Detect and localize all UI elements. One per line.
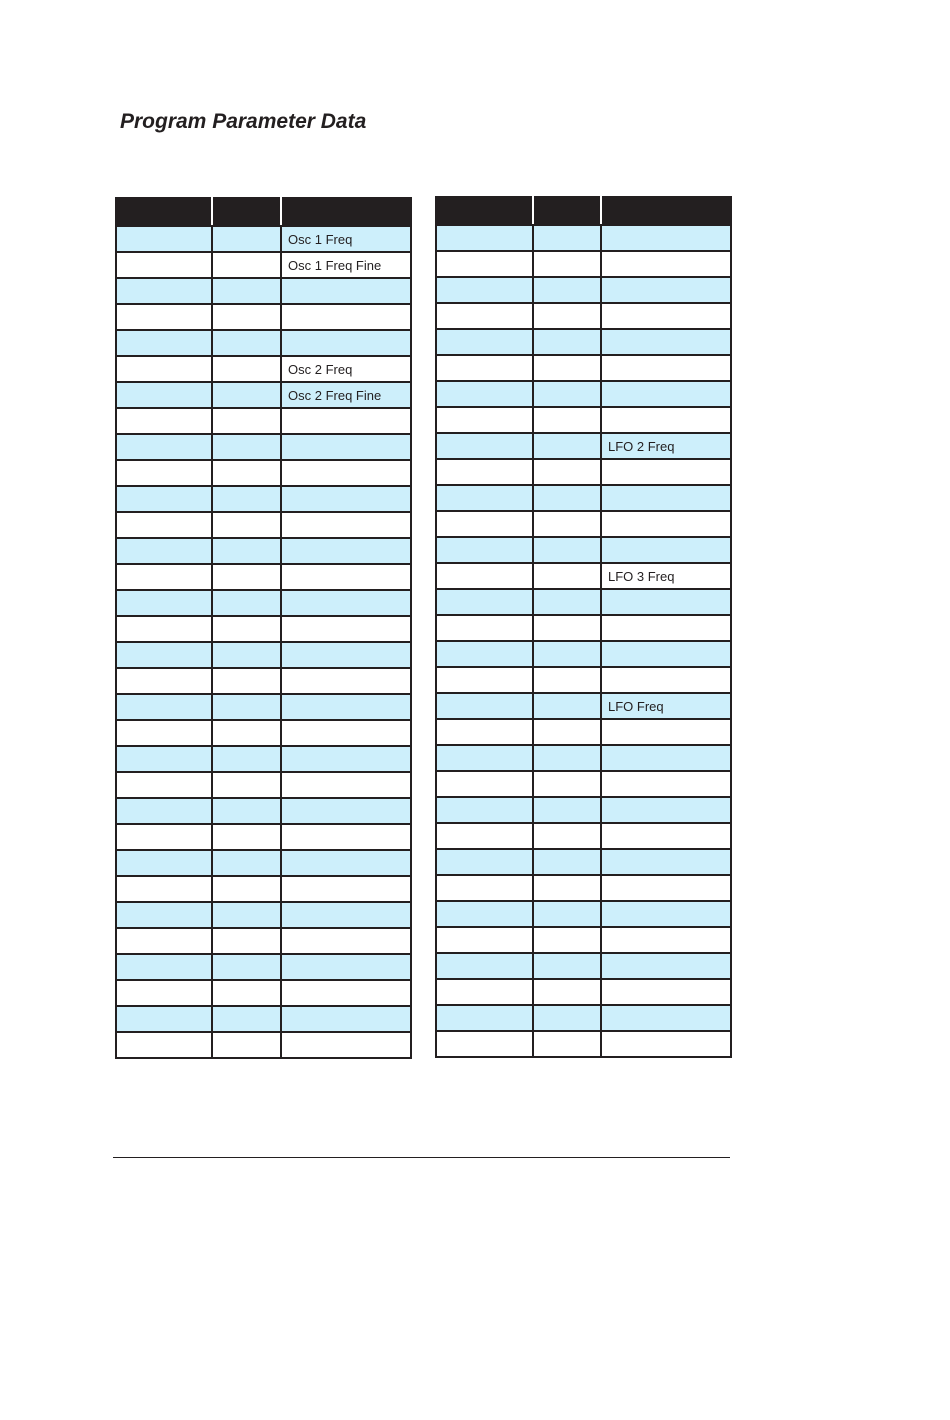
table-cell: [601, 251, 731, 277]
header-cell: [212, 198, 281, 226]
table-cell: [533, 875, 601, 901]
table-row: [436, 225, 731, 251]
table-row: [436, 563, 731, 589]
table-cell: [281, 642, 411, 668]
table-cell: [212, 304, 281, 330]
table-row: [436, 1005, 731, 1031]
table-cell: [116, 434, 212, 460]
table-row: [116, 226, 411, 252]
table-row: [116, 876, 411, 902]
table-row: [436, 745, 731, 771]
table-cell: [436, 615, 533, 641]
table-cell: [601, 979, 731, 1005]
table-row: [116, 252, 411, 278]
table-cell: [436, 719, 533, 745]
table-row: [436, 355, 731, 381]
table-cell: [212, 928, 281, 954]
header-cell: [116, 198, 212, 226]
table-cell: [533, 901, 601, 927]
table-cell: [281, 434, 411, 460]
table-cell: [281, 538, 411, 564]
table-cell: [533, 615, 601, 641]
table-cell: [116, 590, 212, 616]
table-cell: [116, 980, 212, 1006]
table-row: [116, 512, 411, 538]
table-cell: [436, 667, 533, 693]
table-cell: [601, 641, 731, 667]
table-cell: [601, 277, 731, 303]
table-cell: [116, 616, 212, 642]
table-cell: [436, 485, 533, 511]
table-cell: [281, 486, 411, 512]
table-cell: [116, 564, 212, 590]
table-row: [436, 823, 731, 849]
table-cell: [212, 772, 281, 798]
table-cell: [436, 251, 533, 277]
table-row: [116, 564, 411, 590]
table-cell: [436, 901, 533, 927]
table-cell: [533, 797, 601, 823]
table-header-row: [436, 197, 731, 225]
table-cell: [533, 563, 601, 589]
table-row: [436, 407, 731, 433]
table-cell: [533, 641, 601, 667]
table-cell: [212, 694, 281, 720]
footer-rule: [113, 1157, 730, 1158]
table-cell: [116, 512, 212, 538]
table-cell: [601, 745, 731, 771]
table-cell: [212, 278, 281, 304]
table-cell: [212, 460, 281, 486]
table-row: [436, 875, 731, 901]
table-cell: [212, 720, 281, 746]
header-cell: [533, 197, 601, 225]
table-cell: [436, 693, 533, 719]
table-cell: [533, 979, 601, 1005]
table-cell: [436, 407, 533, 433]
table-cell: [281, 980, 411, 1006]
table-cell: [601, 953, 731, 979]
table-cell: [281, 408, 411, 434]
table-cell: [116, 382, 212, 408]
table-cell: [212, 382, 281, 408]
table-cell: [116, 486, 212, 512]
table-row: [436, 927, 731, 953]
table-cell: [533, 355, 601, 381]
table-cell: [601, 303, 731, 329]
table-cell: Osc 1 Freq: [281, 226, 411, 252]
table-cell: [436, 329, 533, 355]
table-cell: [212, 902, 281, 928]
table-cell: Osc 2 Freq: [281, 356, 411, 382]
table-cell: [601, 875, 731, 901]
table-cell: [281, 564, 411, 590]
table-cell: [281, 1006, 411, 1032]
table-cell: [533, 667, 601, 693]
table-cell: [212, 538, 281, 564]
table-cell: [436, 277, 533, 303]
page-title: Program Parameter Data: [120, 110, 367, 133]
table-cell: [212, 1006, 281, 1032]
table-cell: [533, 485, 601, 511]
table-row: [436, 719, 731, 745]
table-row: [116, 980, 411, 1006]
table-row: [116, 616, 411, 642]
table-cell: [116, 824, 212, 850]
table-cell: [281, 590, 411, 616]
table-row: [116, 460, 411, 486]
table-cell: [601, 719, 731, 745]
table-cell: [212, 512, 281, 538]
table-cell: [601, 615, 731, 641]
table-cell: [116, 694, 212, 720]
table-cell: [533, 823, 601, 849]
table-row: [436, 459, 731, 485]
table-cell: [116, 408, 212, 434]
table-cell: [116, 460, 212, 486]
table-cell: [212, 434, 281, 460]
table-cell: [533, 927, 601, 953]
table-cell: [436, 641, 533, 667]
table-row: [116, 304, 411, 330]
table-row: [436, 511, 731, 537]
table-cell: [281, 512, 411, 538]
table-cell: [436, 303, 533, 329]
table-cell: [436, 511, 533, 537]
table-cell: [116, 226, 212, 252]
table-cell: [601, 589, 731, 615]
table-cell: [116, 720, 212, 746]
table-cell: [281, 902, 411, 928]
table-cell: [212, 668, 281, 694]
table-row: [116, 850, 411, 876]
table-cell: [601, 849, 731, 875]
table-cell: [533, 719, 601, 745]
table-cell: [533, 251, 601, 277]
table-cell: [116, 642, 212, 668]
table-cell: [533, 381, 601, 407]
table-row: [116, 486, 411, 512]
table-row: [436, 433, 731, 459]
table-cell: [533, 225, 601, 251]
table-row: [436, 537, 731, 563]
table-row: [116, 382, 411, 408]
table-cell: [436, 953, 533, 979]
table-cell: [281, 850, 411, 876]
table-cell: [212, 1032, 281, 1058]
table-cell: [212, 824, 281, 850]
table-cell: [212, 564, 281, 590]
table-row: [116, 824, 411, 850]
table-cell: [533, 1005, 601, 1031]
table-cell: [533, 459, 601, 485]
table-cell: [601, 771, 731, 797]
table-row: [436, 979, 731, 1005]
table-cell: [212, 590, 281, 616]
table-cell: [116, 954, 212, 980]
table-cell: [116, 330, 212, 356]
table-cell: [533, 589, 601, 615]
table-cell: [116, 772, 212, 798]
table-row: [116, 668, 411, 694]
table-cell: [533, 511, 601, 537]
table-row: [116, 772, 411, 798]
table-cell: [281, 876, 411, 902]
table-cell: [601, 667, 731, 693]
table-cell: [436, 823, 533, 849]
table-cell: [601, 537, 731, 563]
table-cell: [601, 355, 731, 381]
table-cell: [116, 876, 212, 902]
table-row: [116, 1032, 411, 1058]
table-cell: [601, 329, 731, 355]
table-row: [116, 408, 411, 434]
table-cell: [212, 252, 281, 278]
table-cell: [212, 876, 281, 902]
table-cell: [212, 746, 281, 772]
table-cell: [436, 771, 533, 797]
table-cell: [116, 928, 212, 954]
table-cell: [281, 798, 411, 824]
table-cell: [436, 563, 533, 589]
table-row: [436, 901, 731, 927]
table-cell: [601, 1031, 731, 1057]
table-cell: [601, 1005, 731, 1031]
table-cell: [436, 459, 533, 485]
table-row: [436, 1031, 731, 1057]
table-row: [116, 356, 411, 382]
table-cell: [601, 381, 731, 407]
table-row: [116, 330, 411, 356]
table-cell: [281, 694, 411, 720]
table-row: [116, 1006, 411, 1032]
table-cell: Osc 2 Freq Fine: [281, 382, 411, 408]
table-cell: [212, 850, 281, 876]
table-cell: [281, 330, 411, 356]
table-row: [436, 797, 731, 823]
table-cell: [116, 850, 212, 876]
table-row: [436, 615, 731, 641]
table-cell: [533, 407, 601, 433]
table-cell: [212, 226, 281, 252]
table-row: [436, 485, 731, 511]
table-row: [436, 251, 731, 277]
table-cell: [436, 589, 533, 615]
table-row: [116, 434, 411, 460]
table-cell: [533, 277, 601, 303]
table-cell: [533, 771, 601, 797]
table-cell: [601, 459, 731, 485]
table-cell: [212, 616, 281, 642]
parameter-table-right: [435, 196, 732, 1058]
table-cell: [281, 304, 411, 330]
table-cell: [436, 355, 533, 381]
table-cell: [212, 798, 281, 824]
table-row: [116, 902, 411, 928]
table-row: [116, 798, 411, 824]
table-row: [116, 642, 411, 668]
table-row: [436, 667, 731, 693]
table-cell: [281, 772, 411, 798]
table-cell: [116, 304, 212, 330]
table-cell: [281, 1032, 411, 1058]
table-row: [436, 849, 731, 875]
table-cell: [116, 252, 212, 278]
table-cell: [212, 330, 281, 356]
table-row: [116, 694, 411, 720]
table-cell: [533, 1031, 601, 1057]
table-cell: [533, 329, 601, 355]
table-cell: [281, 746, 411, 772]
table-cell: [436, 979, 533, 1005]
table-cell: LFO 3 Freq: [601, 563, 731, 589]
table-cell: [281, 824, 411, 850]
table-cell: [601, 225, 731, 251]
table-row: [116, 720, 411, 746]
table-row: [436, 771, 731, 797]
table-cell: [436, 433, 533, 459]
table-row: [116, 590, 411, 616]
table-cell: [601, 797, 731, 823]
table-cell: [212, 356, 281, 382]
table-cell: [281, 668, 411, 694]
table-row: [436, 381, 731, 407]
table-row: [436, 641, 731, 667]
table-cell: [436, 797, 533, 823]
table-cell: [436, 927, 533, 953]
table-cell: [116, 1006, 212, 1032]
table-cell: [601, 407, 731, 433]
table-row: [116, 954, 411, 980]
table-cell: [116, 278, 212, 304]
header-cell: [281, 198, 411, 226]
table-cell: [116, 538, 212, 564]
table-cell: [436, 849, 533, 875]
table-cell: [436, 381, 533, 407]
header-cell: [601, 197, 731, 225]
table-row: [116, 278, 411, 304]
table-cell: [281, 460, 411, 486]
table-cell: [533, 303, 601, 329]
table-cell: [116, 902, 212, 928]
table-cell: [116, 746, 212, 772]
table-cell: [601, 485, 731, 511]
table-cell: LFO Freq: [601, 693, 731, 719]
table-cell: [533, 433, 601, 459]
table-row: [116, 928, 411, 954]
table-cell: [116, 798, 212, 824]
table-row: [436, 953, 731, 979]
table-cell: [281, 278, 411, 304]
table-cell: LFO 2 Freq: [601, 433, 731, 459]
table-cell: [212, 980, 281, 1006]
table-cell: [601, 927, 731, 953]
table-cell: [212, 408, 281, 434]
table-row: [436, 589, 731, 615]
table-cell: [436, 537, 533, 563]
table-row: [116, 746, 411, 772]
table-cell: [601, 511, 731, 537]
table-cell: [436, 1031, 533, 1057]
table-cell: [533, 693, 601, 719]
table-cell: [281, 720, 411, 746]
table-row: [436, 693, 731, 719]
table-cell: [212, 642, 281, 668]
table-header-row: [116, 198, 411, 226]
table-cell: [533, 953, 601, 979]
parameter-table-left: [115, 197, 412, 1059]
table-cell: [601, 901, 731, 927]
table-cell: [533, 849, 601, 875]
table-row: [116, 538, 411, 564]
table-cell: [281, 616, 411, 642]
table-cell: [212, 954, 281, 980]
table-cell: [281, 954, 411, 980]
table-cell: [436, 745, 533, 771]
table-cell: [116, 668, 212, 694]
table-cell: [436, 875, 533, 901]
table-row: [436, 277, 731, 303]
table-row: [436, 329, 731, 355]
header-cell: [436, 197, 533, 225]
table-cell: [533, 745, 601, 771]
table-cell: [116, 1032, 212, 1058]
table-cell: [436, 225, 533, 251]
table-cell: [212, 486, 281, 512]
table-cell: [533, 537, 601, 563]
table-cell: [601, 823, 731, 849]
table-cell: Osc 1 Freq Fine: [281, 252, 411, 278]
table-row: [436, 303, 731, 329]
table-cell: [281, 928, 411, 954]
table-cell: [436, 1005, 533, 1031]
table-cell: [116, 356, 212, 382]
